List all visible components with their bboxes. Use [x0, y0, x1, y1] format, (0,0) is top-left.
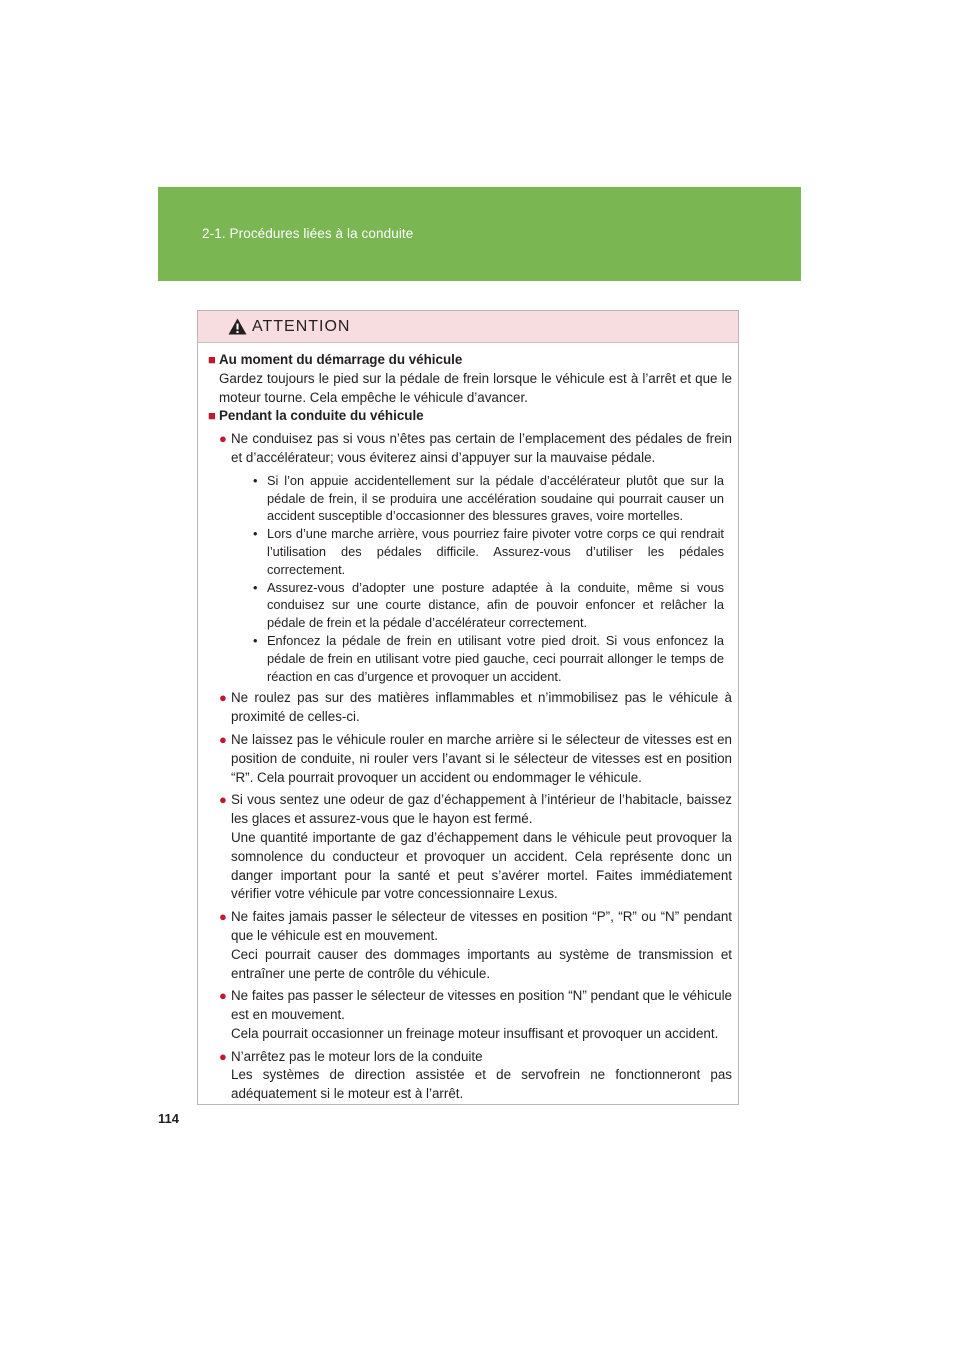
warning-title: ATTENTION: [252, 317, 351, 335]
page-number: 114: [158, 1111, 179, 1126]
list-item: ● Ne faites jamais passer le sélecteur de vitesses en position “P”, “R” ou “N” pendant que le véhicule est en mouvement. Ceci pourrait causer des dommages importants au système de transmission et entraîner une perte de contrôle du véhicule.: [208, 908, 732, 983]
chapter-header-band: [158, 187, 801, 281]
list-item: ● Ne conduisez pas si vous n’êtes pas certain de l’emplacement des pédales de frein et d’accélérateur; vous éviterez ainsi d’appuyer sur la mauvaise pédale. • Si l’on appuie accidentellement sur la pédale d’accélérateur plutôt que sur la pédale de frein, il se produira une accélération soudaine qui pourrait causer un accident susceptible d’occasionner des blessures graves, voire mortelles. • Lors d’une marche arrière, vous pourriez faire pivoter votre corps ce qui rendrait l’utilisation des pédales difficile. Assurez-vous d’utiliser les pédales correctement. • Assurez-vous d’adopter une posture adaptée à la conduite, même si vous conduisez sur une courte distance, afin de pouvoir enfoncer et relâcher la pédale de frein et la pédale d’accélérateur correctement. • Enfoncez la pédale de frein en utilisant votre pied droit. Si vous enfoncez la pédale de frein en utilisant votre pied gauche, ceci pourrait allonger le temps de réaction en cas d’urgence et provoquer un accident.: [219, 431, 732, 684]
warning-box: [197, 310, 739, 1105]
square-bullet-icon: ■: [208, 408, 216, 424]
round-bullet-icon: ●: [219, 988, 227, 1004]
section-text: Gardez toujours le pied sur la pédale de frein lorsque le véhicule est à l’arrêt et que le moteur tourne. Cela empêche le véhicule d’avancer.: [219, 370, 732, 405]
list-item: ● N’arrêtez pas le moteur lors de la conduite Les systèmes de direction assistée et de servofrein ne fonctionneront pas adéquatement si le moteur est à l’arrêt.: [208, 1048, 732, 1104]
section-title: 2-1. Procédures liées à la conduite: [202, 226, 414, 241]
list-item: ● Si vous sentez une odeur de gaz d’échappement à l’intérieur de l’habitacle, baissez les glaces et assurez-vous que le hayon est fermé. Une quantité importante de gaz d’échappement dans le véhicule peut provoquer la somnolence du conducteur et provoquer un accident. Cela représente donc un danger important pour la santé et peut s’avérer mortel. Faites immédiatement vérifier votre véhicule par votre concessionnaire Lexus.: [208, 791, 732, 904]
warning-body: [198, 343, 738, 1104]
sub-list-item: • Si l’on appuie accidentellement sur la pédale d’accélérateur plutôt que sur la pédale de frein, il se produira une accélération soudaine qui pourrait causer un accident susceptible d’occasionner des blessures graves, voire mortelles.: [253, 472, 724, 524]
section-heading: ■ Pendant la conduite du véhicule: [208, 407, 732, 426]
sub-list-item: • Enfoncez la pédale de frein en utilisant votre pied droit. Si vous enfoncez la pédale de frein en utilisant votre pied gauche, ceci pourrait allonger le temps de réaction en cas d’urgence et provoquer un accident.: [253, 632, 724, 684]
round-bullet-icon: ●: [219, 909, 227, 925]
round-bullet-icon: ●: [219, 792, 227, 808]
round-bullet-icon: ●: [219, 431, 227, 447]
round-bullet-icon: ●: [219, 731, 227, 747]
sub-list: [231, 472, 732, 686]
sub-list-item: • Assurez-vous d’adopter une posture adaptée à la conduite, même si vous conduisez sur une courte distance, afin de pouvoir enfoncer et relâcher la pédale de frein et la pédale d’accélérateur correctement.: [253, 579, 724, 631]
list-item: ● Ne laissez pas le véhicule rouler en marche arrière si le sélecteur de vitesses est en position de conduite, ni rouler vers l’avant si le sélecteur de vitesses est en position “R”. Cela pourrait provoquer un accident ou endommager le véhicule.: [208, 731, 732, 787]
sub-list-item: • Lors d’une marche arrière, vous pourriez faire pivoter votre corps ce qui rendrait l’utilisation des pédales difficile. Assurez-vous d’utiliser les pédales correctement.: [253, 526, 724, 577]
warning-header: [198, 311, 738, 343]
round-bullet-icon: ●: [219, 690, 227, 706]
list-item: ● Ne roulez pas sur des matières inflammables et n’immobilisez pas le véhicule à proximité de celles-ci.: [208, 689, 732, 727]
list-item: ● Ne faites pas passer le sélecteur de vitesses en position “N” pendant que le véhicule est en mouvement. Cela pourrait occasionner un freinage moteur insuffisant et provoquer un accident.: [208, 987, 732, 1043]
round-bullet-icon: ●: [219, 1048, 227, 1064]
section-heading: ■ Au moment du démarrage du véhicule: [208, 351, 732, 370]
warning-triangle-icon: [228, 318, 247, 335]
square-bullet-icon: ■: [208, 352, 216, 367]
